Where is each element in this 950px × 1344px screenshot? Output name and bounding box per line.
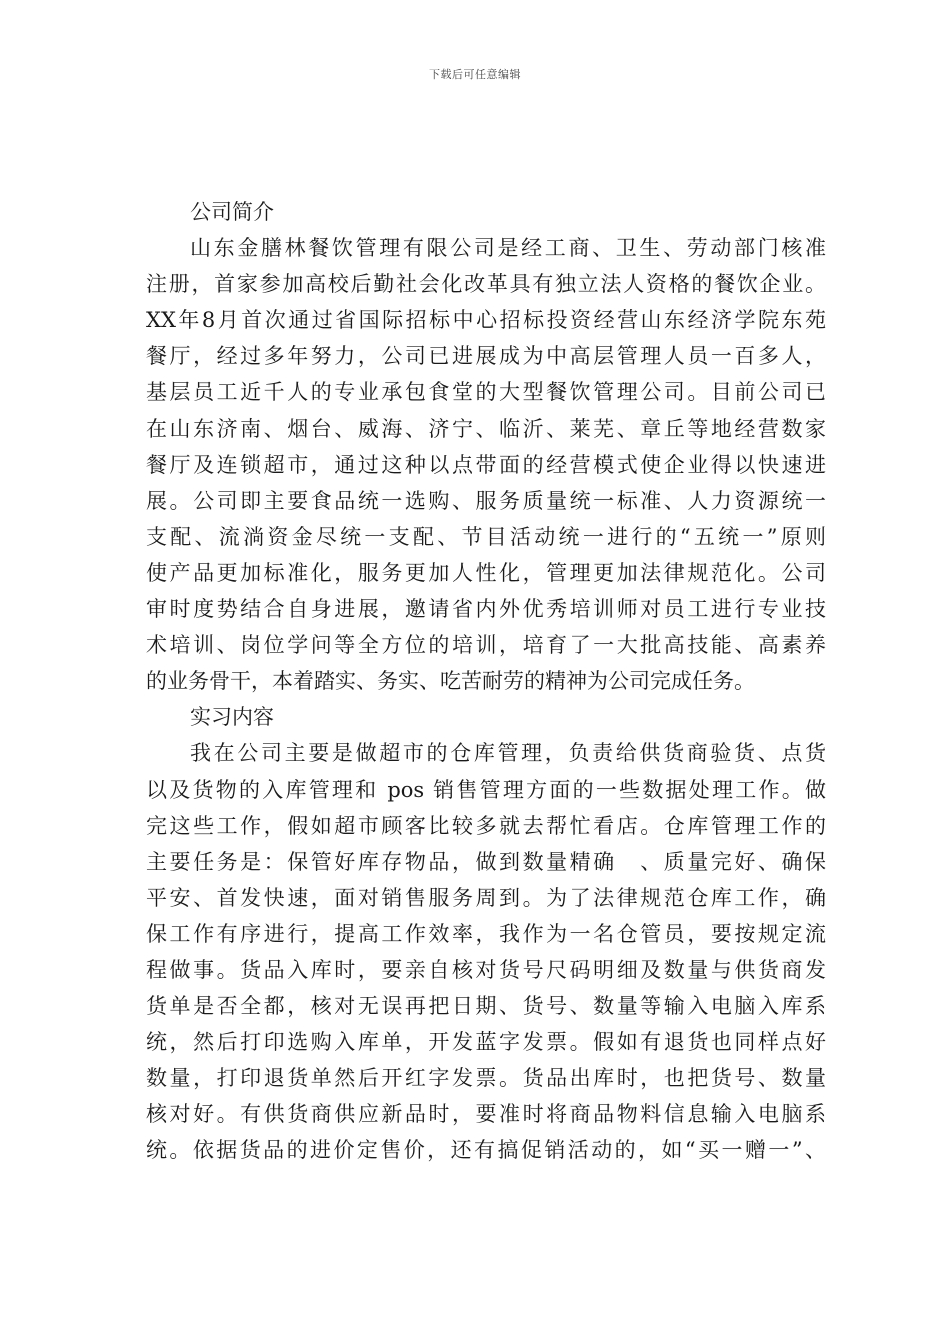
text-line: 公司简介 bbox=[190, 200, 274, 224]
text-line: 平安、首发快速，面对销售服务周到。为了法律规范仓库工作，确 bbox=[146, 885, 826, 910]
text-line: 基层员工近千人的专业承包食堂的大型餐饮管理公司。目前公司已 bbox=[146, 380, 826, 405]
text-line: 保工作有序进行，提高工作效率，我作为一名仓管员，要按规定流 bbox=[146, 921, 826, 946]
text-line: 展。公司即主要食品统一选购、服务质量统一标准、人力资源统一 bbox=[146, 488, 826, 513]
text-line: 程做事。货品入库时，要亲自核对货号尺码明细及数量与供货商发 bbox=[146, 957, 826, 982]
document-body bbox=[146, 194, 826, 1169]
text-line: 数量，打印退货单然后开红字发票。货品出库时，也把货号、数量 bbox=[146, 1066, 826, 1091]
text-line: 支配、流淌资金尽统一支配、节目活动统一进行的“五统一”原则 bbox=[146, 524, 826, 549]
text-line: 注册，首家参加高校后勤社会化改革具有独立法人资格的餐饮企业。 bbox=[146, 272, 826, 297]
text-line: 在山东济南、烟台、威海、济宁、临沂、莱芜、章丘等地经营数家 bbox=[146, 416, 826, 441]
text-line: 主要任务是：保管好库存物品，做到数量精确 、质量完好、确保 bbox=[146, 849, 826, 874]
text-line: 审时度势结合自身进展，邀请省内外优秀培训师对员工进行专业技 bbox=[146, 597, 826, 622]
text-line: 统，然后打印选购入库单，开发蓝字发票。假如有退货也同样点好 bbox=[146, 1030, 826, 1055]
text-line: 核对好。有供货商供应新品时，要准时将商品物料信息输入电脑系 bbox=[146, 1102, 826, 1127]
text-line: 的业务骨干，本着踏实、务实、吃苦耐劳的精神为公司完成任务。 bbox=[146, 669, 755, 694]
text-line: 使产品更加标准化，服务更加人性化，管理更加法律规范化。公司 bbox=[146, 560, 826, 585]
text-line: 完这些工作，假如超市顾客比较多就去帮忙看店。仓库管理工作的 bbox=[146, 813, 826, 838]
text-line: 餐厅，经过多年努力，公司已进展成为中高层管理人员一百多人， bbox=[146, 344, 826, 369]
text-line: 统。依据货品的进价定售价，还有搞促销活动的，如“买一赠一”、 bbox=[146, 1138, 826, 1163]
text-line: 以及货物的入库管理和 pos 销售管理方面的一些数据处理工作。做 bbox=[146, 777, 826, 802]
page-header-note: 下载后可任意编辑 bbox=[429, 68, 521, 81]
text-line: 货单是否全都，核对无误再把日期、货号、数量等输入电脑入库系 bbox=[146, 994, 826, 1019]
text-line: XX年8月首次通过省国际招标中心招标投资经营山东经济学院东苑 bbox=[146, 308, 826, 333]
text-line: 餐厅及连锁超市，通过这种以点带面的经营模式使企业得以快速进 bbox=[146, 452, 826, 477]
text-line: 术培训、岗位学问等全方位的培训，培育了一大批高技能、高素养 bbox=[146, 633, 826, 658]
text-line: 我在公司主要是做超市的仓库管理，负责给供货商验货、点货 bbox=[190, 741, 826, 766]
text-line: 山东金膳林餐饮管理有限公司是经工商、卫生、劳动部门核准 bbox=[190, 236, 826, 261]
text-line: 实习内容 bbox=[190, 705, 274, 730]
